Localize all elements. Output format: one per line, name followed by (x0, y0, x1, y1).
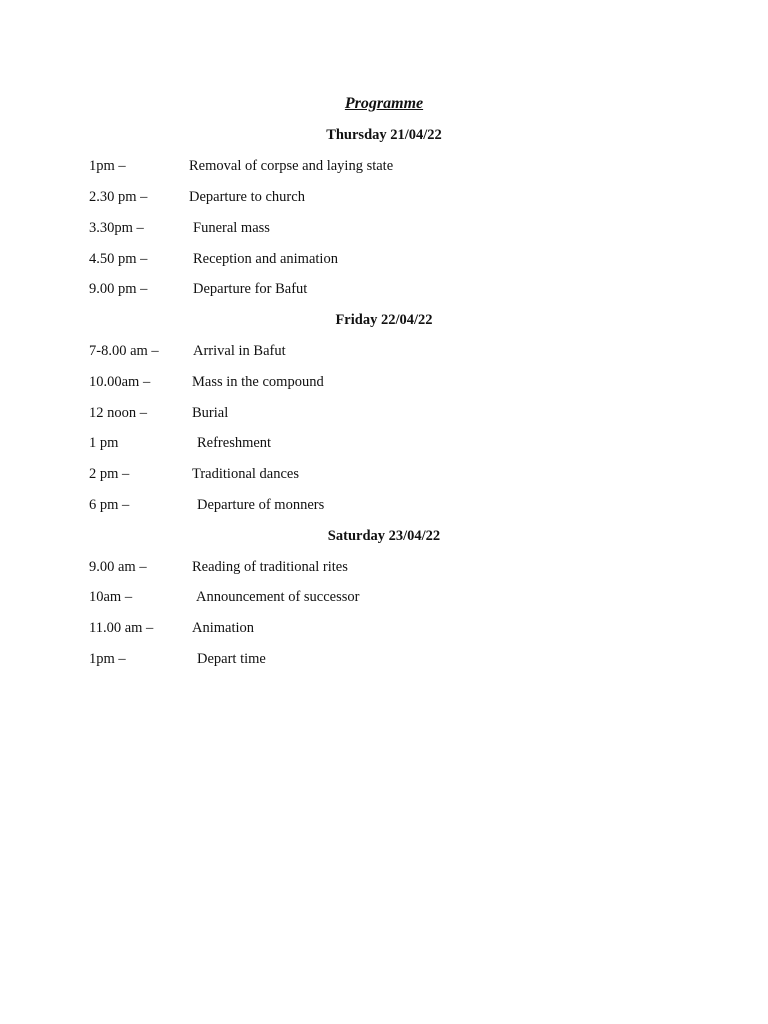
schedule-row (0, 495, 768, 515)
schedule-time: 9.00 pm – (89, 281, 148, 297)
schedule-row (0, 433, 768, 453)
schedule-event: Departure to church (189, 189, 305, 205)
schedule-row (0, 587, 768, 607)
schedule-row (0, 187, 768, 207)
schedule-time: 4.50 pm – (89, 251, 148, 267)
schedule-time: 10am – (89, 589, 133, 605)
schedule-event: Refreshment (197, 435, 272, 451)
schedule-row (0, 279, 768, 299)
schedule-row (0, 218, 768, 238)
day-heading-thursday: Thursday 21/04/22 (326, 127, 442, 143)
schedule-row (0, 249, 768, 269)
schedule-time: 1 pm (89, 435, 119, 451)
schedule-event: Announcement of successor (196, 589, 360, 605)
schedule-event: Departure for Bafut (193, 281, 308, 297)
day-heading-friday: Friday 22/04/22 (335, 312, 433, 328)
schedule-event: Traditional dances (192, 466, 299, 482)
schedule-time: 1pm – (89, 158, 126, 174)
schedule-event: Reading of traditional rites (192, 559, 348, 575)
schedule-row (0, 372, 768, 392)
schedule-event: Burial (192, 405, 229, 421)
schedule-row (0, 618, 768, 638)
schedule-time: 6 pm – (89, 497, 130, 513)
schedule-time: 12 noon – (89, 405, 147, 421)
schedule-time: 10.00am – (89, 374, 151, 390)
schedule-row (0, 403, 768, 423)
schedule-event: Funeral mass (193, 220, 270, 236)
page-title: Programme (344, 95, 424, 112)
schedule-time: 2 pm – (89, 466, 130, 482)
schedule-time: 7-8.00 am – (89, 343, 159, 359)
schedule-event: Depart time (197, 651, 266, 667)
schedule-time: 3.30pm – (89, 220, 144, 236)
schedule-time: 2.30 pm – (89, 189, 148, 205)
schedule-time: 9.00 am – (89, 559, 147, 575)
schedule-row (0, 557, 768, 577)
schedule-row (0, 649, 768, 669)
day-heading-saturday: Saturday 23/04/22 (327, 528, 441, 544)
schedule-time: 11.00 am – (89, 620, 154, 636)
schedule-event: Mass in the compound (192, 374, 324, 390)
schedule-event: Animation (192, 620, 255, 636)
schedule-event: Departure of monners (197, 497, 325, 513)
schedule-row (0, 156, 768, 176)
schedule-event: Reception and animation (193, 251, 338, 267)
schedule-event: Removal of corpse and laying state (189, 158, 394, 174)
schedule-time: 1pm – (89, 651, 126, 667)
schedule-row (0, 341, 768, 361)
schedule-event: Arrival in Bafut (193, 343, 286, 359)
schedule-row (0, 464, 768, 484)
